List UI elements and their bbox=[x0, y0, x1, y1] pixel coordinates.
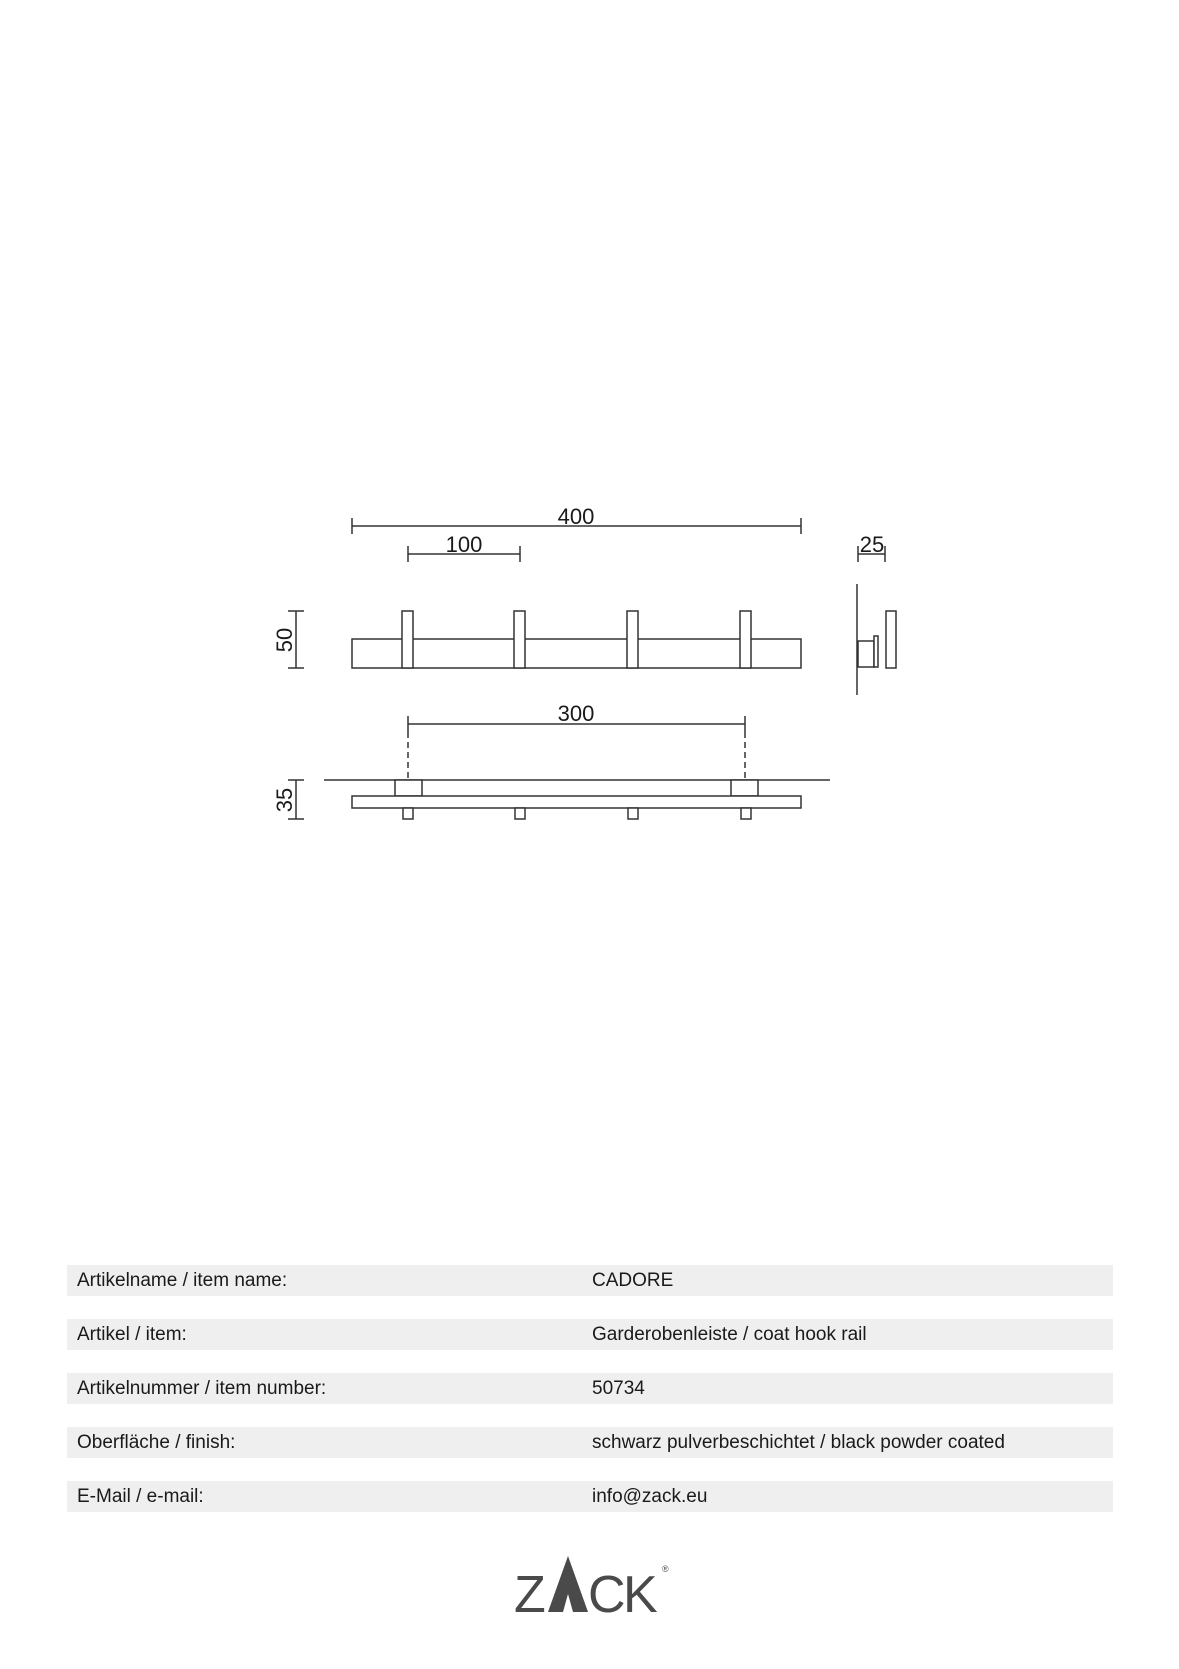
spec-value: 50734 bbox=[592, 1377, 645, 1399]
spec-value: CADORE bbox=[592, 1269, 674, 1291]
hook-4 bbox=[740, 611, 751, 668]
dimension-label-400: 400 bbox=[557, 504, 595, 529]
dimension-total-length bbox=[352, 504, 801, 534]
dimension-depth bbox=[858, 532, 885, 562]
spec-value: schwarz pulverbeschichtet / black powder coated bbox=[592, 1431, 1005, 1453]
spec-value: info@zack.eu bbox=[592, 1485, 708, 1507]
dimension-mounting-distance bbox=[408, 701, 745, 780]
rail-bar bbox=[352, 639, 801, 668]
top-view bbox=[324, 780, 830, 819]
side-hook bbox=[886, 611, 896, 668]
svg-text:®: ® bbox=[662, 1564, 669, 1574]
hook-2 bbox=[514, 611, 525, 668]
hook-tip-2 bbox=[515, 808, 525, 819]
spec-row-item bbox=[67, 1319, 1113, 1350]
dimension-projection bbox=[272, 780, 304, 819]
hook-tip-4 bbox=[741, 808, 751, 819]
dimension-label-300: 300 bbox=[557, 701, 595, 726]
svg-text:C: C bbox=[588, 1566, 626, 1616]
hook-tip-1 bbox=[403, 808, 413, 819]
hook-tip-3 bbox=[628, 808, 638, 819]
dimension-label-35: 35 bbox=[272, 787, 297, 813]
svg-text:K: K bbox=[623, 1566, 658, 1616]
dimension-hook-spacing bbox=[408, 532, 520, 562]
rail-top bbox=[352, 796, 801, 808]
mount-left bbox=[395, 780, 422, 796]
spec-row-item-number bbox=[67, 1373, 1113, 1404]
spec-row-finish bbox=[67, 1427, 1113, 1458]
mount-right bbox=[731, 780, 758, 796]
hook-1 bbox=[402, 611, 413, 668]
dimension-label-100: 100 bbox=[445, 532, 483, 557]
front-view bbox=[352, 611, 801, 668]
spec-table bbox=[67, 1265, 1113, 1535]
spec-row-item-name bbox=[67, 1265, 1113, 1296]
zack-logo bbox=[512, 1556, 672, 1616]
spec-row-email bbox=[67, 1481, 1113, 1512]
hook-3 bbox=[627, 611, 638, 668]
spec-label: Artikelname / item name: bbox=[77, 1269, 288, 1291]
dimension-height bbox=[272, 611, 304, 668]
spec-label: Artikel / item: bbox=[77, 1323, 187, 1345]
spec-value: Garderobenleiste / coat hook rail bbox=[592, 1323, 867, 1345]
svg-text:Z: Z bbox=[514, 1566, 546, 1616]
spec-label: Artikelnummer / item number: bbox=[77, 1377, 327, 1399]
spec-label: E-Mail / e-mail: bbox=[77, 1485, 204, 1507]
spec-label: Oberfläche / finish: bbox=[77, 1431, 236, 1453]
dimension-label-50: 50 bbox=[272, 627, 297, 653]
side-view bbox=[857, 584, 896, 695]
dimension-label-25: 25 bbox=[859, 532, 885, 557]
side-spacer bbox=[874, 636, 878, 667]
side-rail bbox=[858, 641, 874, 667]
